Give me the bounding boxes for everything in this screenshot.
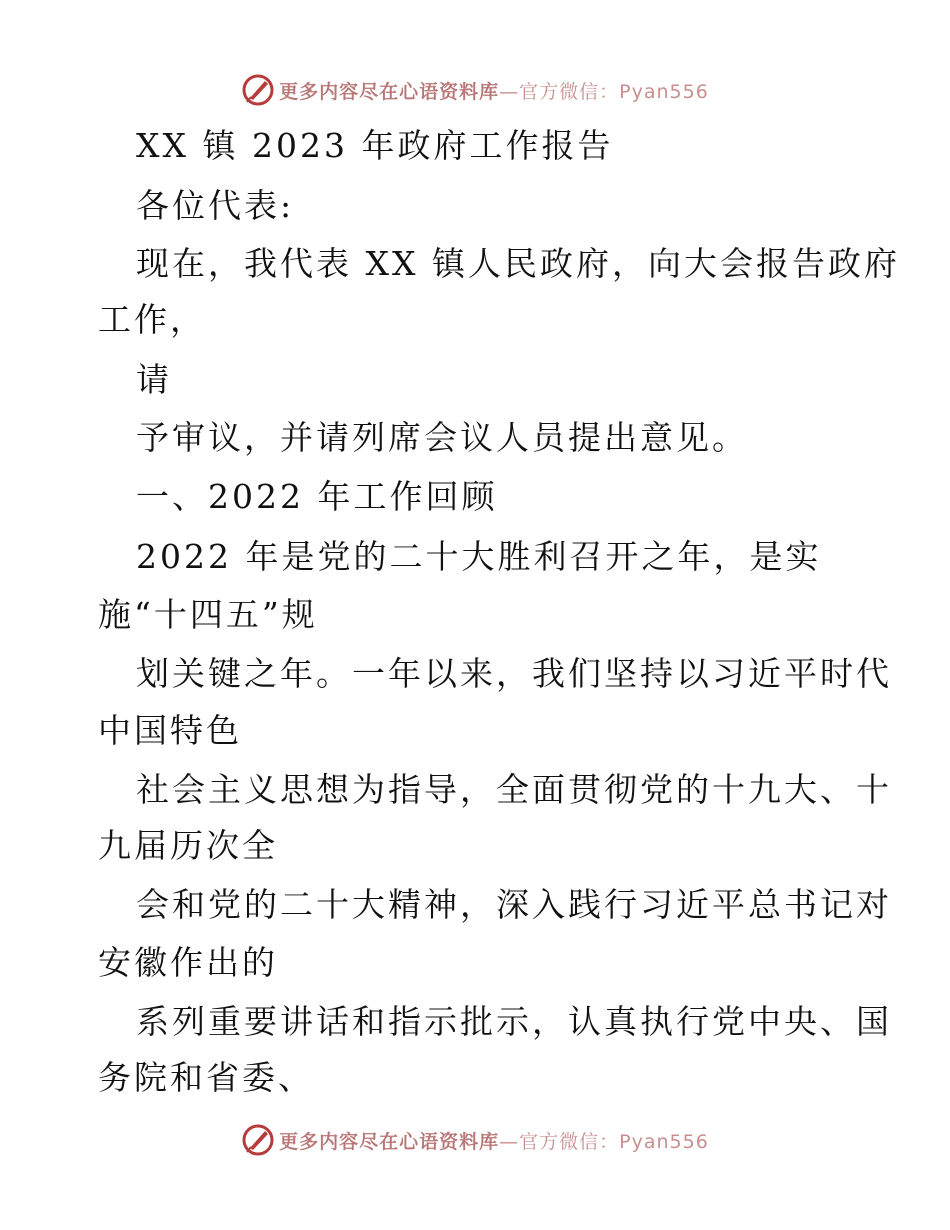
paragraph-line: 系列重要讲话和指示批示，认真执行党中央、国	[136, 1002, 892, 1041]
banner-text-rest: —官方微信：Pyan556	[499, 80, 709, 103]
banner-text-main: 更多内容尽在心语资料库	[279, 1130, 500, 1153]
banner-text	[279, 1127, 709, 1154]
paragraph-line: 2022 年是党的二十大胜利召开之年，是实	[136, 537, 822, 576]
paragraph-line: 划关键之年。一年以来，我们坚持以习近平时代	[136, 654, 892, 693]
banner-text	[279, 77, 709, 104]
paragraph-line: 现在，我代表 XX 镇人民政府，向大会报告政府	[136, 244, 900, 283]
paragraph-line: 工作，	[98, 300, 206, 339]
paragraph-line: 安徽作出的	[98, 943, 278, 982]
quill-pen-icon	[241, 73, 275, 107]
footer-banner	[0, 1120, 950, 1160]
banner-text-main: 更多内容尽在心语资料库	[279, 80, 500, 103]
paragraph-line: 社会主义思想为指导，全面贯彻党的十九大、十	[136, 770, 892, 809]
salutation: 各位代表:	[136, 186, 295, 225]
paragraph-line: 会和党的二十大精神，深入践行习近平总书记对	[136, 885, 892, 924]
header-banner	[0, 70, 950, 110]
paragraph-line: 施“十四五”规	[98, 595, 318, 634]
document-title: XX 镇 2023 年政府工作报告	[136, 126, 614, 165]
banner-text-rest: —官方微信：Pyan556	[499, 1130, 709, 1153]
paragraph-line: 中国特色	[98, 711, 242, 750]
paragraph-line: 务院和省委、	[98, 1058, 314, 1097]
paragraph-line: 请	[136, 360, 172, 399]
quill-pen-icon	[241, 1123, 275, 1157]
paragraph-line: 九届历次全	[98, 826, 278, 865]
paragraph-line: 予审议，并请列席会议人员提出意见。	[136, 418, 748, 457]
section-heading: 一、2022 年工作回顾	[136, 477, 498, 516]
